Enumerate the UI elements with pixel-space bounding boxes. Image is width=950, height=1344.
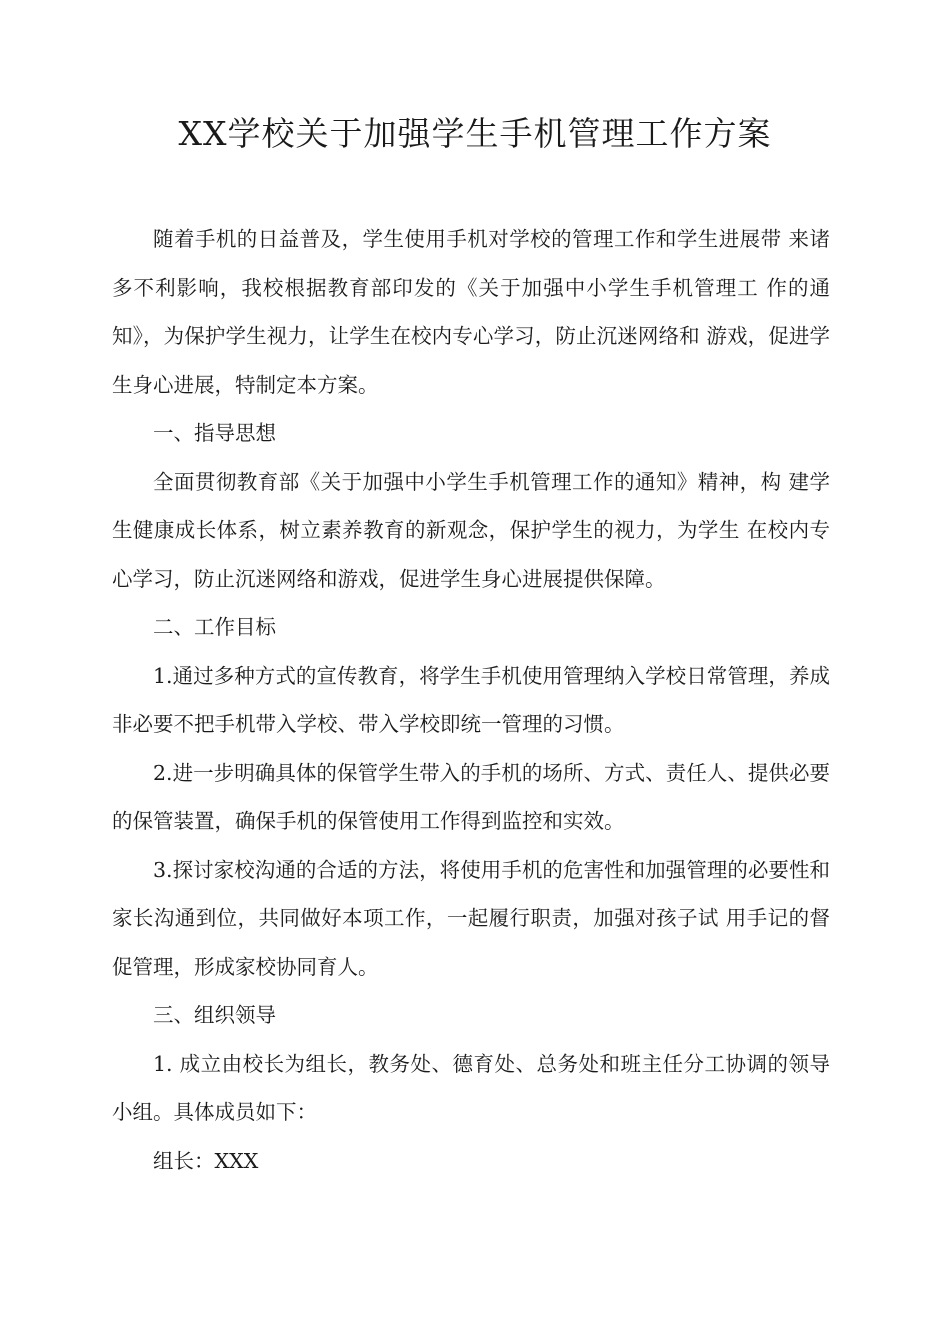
group-leader-line: 组长：XXX (153, 1148, 259, 1173)
section-heading-organization: 三、组织领导 (153, 1003, 276, 1027)
work-goal-item-3: 3.探讨家校沟通的合适的方法，将使用手机的危害性和加强管理的必要性和家长沟通到位，共同做好本项工作，一起履行职责，加强对孩子试 用手记的督促管理，形成家校协同育人。 (112, 857, 830, 979)
work-goal-item-1: 1.通过多种方式的宣传教育，将学生手机使用管理纳入学校日常管理，养成非必要不把手机带入学校、带入学校即统一管理的习惯。 (112, 663, 830, 736)
document-body (112, 215, 830, 1185)
section-heading-guiding-thought: 一、指导思想 (153, 421, 276, 445)
organization-item-1: 1. 成立由校长为组长，教务处、德育处、总务处和班主任分工协调的领导小组。具体成员如下： (112, 1051, 830, 1124)
guiding-thought-paragraph: 全面贯彻教育部《关于加强中小学生手机管理工作的通知》精神，构 建学生健康成长体系，树立素养教育的新观念，保护学生的视力，为学生 在校内专心学习，防止沉迷网络和游戏，促进学生身心进展提供保障。 (112, 469, 830, 591)
section-heading-work-goals: 二、工作目标 (153, 615, 276, 639)
work-goal-item-2: 2.进一步明确具体的保管学生带入的手机的场所、方式、责任人、提供必要的保管装置，确保手机的保管使用工作得到监控和实效。 (112, 760, 830, 833)
document-title: XX学校关于加强学生手机管理工作方案 (178, 114, 772, 153)
intro-paragraph: 随着手机的日益普及，学生使用手机对学校的管理工作和学生进展带 来诸多不利影响，我校根据教育部印发的《关于加强中小学生手机管理工 作的通知》，为保护学生视力，让学生在校内专心学习，防止沉迷网络和 游戏，促进学生身心进展，特制定本方案。 (112, 227, 830, 397)
